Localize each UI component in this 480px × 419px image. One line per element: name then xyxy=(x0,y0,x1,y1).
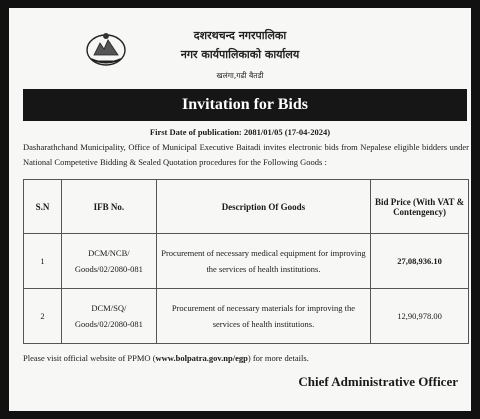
publication-date: First Date of publication: 2081/01/05 (17-04-2024) xyxy=(149,127,331,137)
row-description: Procurement of necessary medical equipment for improving the services of health institutions. xyxy=(156,234,370,289)
footer-note xyxy=(23,353,309,363)
municipality-name: दशरथचन्द नगरपालिका xyxy=(193,29,287,42)
header-ifb-no: IFB No. xyxy=(61,180,156,234)
header-bid-price: Bid Price (With VAT & Contengency) xyxy=(371,180,469,234)
header-sn: S.N xyxy=(24,180,62,234)
bids-table xyxy=(23,179,469,344)
ppmo-website-link[interactable]: www.bolpatra.gov.np/egp xyxy=(155,353,248,363)
office-address: खलंगा,गढी बैतडी xyxy=(216,71,264,80)
table-header-row xyxy=(24,180,469,234)
notice-intro: Dasharathchand Municipality, Office of Municipal Executive Baitadi invites electronic bids from Nepalese eligible bidders under National Competetive Bidding & Sealed Quotation procedures for the Following Goods : xyxy=(23,142,469,167)
row-ifb-no: DCM/NCB/ Goods/02/2080-081 xyxy=(61,234,156,289)
header-description: Description Of Goods xyxy=(156,180,370,234)
row-description: Procurement of necessary materials for improving the services of health institutions. xyxy=(156,289,370,344)
notice-title-banner: Invitation for Bids xyxy=(23,89,467,121)
table-row xyxy=(24,289,469,344)
footer-note-prefix: Please visit official website of PPMO ( xyxy=(23,353,156,363)
office-name: नगर कार्यपालिकाको कार्यालय xyxy=(180,48,300,61)
footer-note-suffix: ) for more details. xyxy=(247,353,309,363)
notice-sheet xyxy=(9,8,471,411)
row-sn: 2 xyxy=(24,289,62,344)
row-bid-price: 27,08,936.10 xyxy=(371,234,469,289)
signatory-title: Chief Administrative Officer xyxy=(298,374,458,389)
row-ifb-no: DCM/SQ/ Goods/02/2080-081 xyxy=(61,289,156,344)
table-row xyxy=(24,234,469,289)
row-sn: 1 xyxy=(24,234,62,289)
row-bid-price: 12,90,978.00 xyxy=(371,289,469,344)
